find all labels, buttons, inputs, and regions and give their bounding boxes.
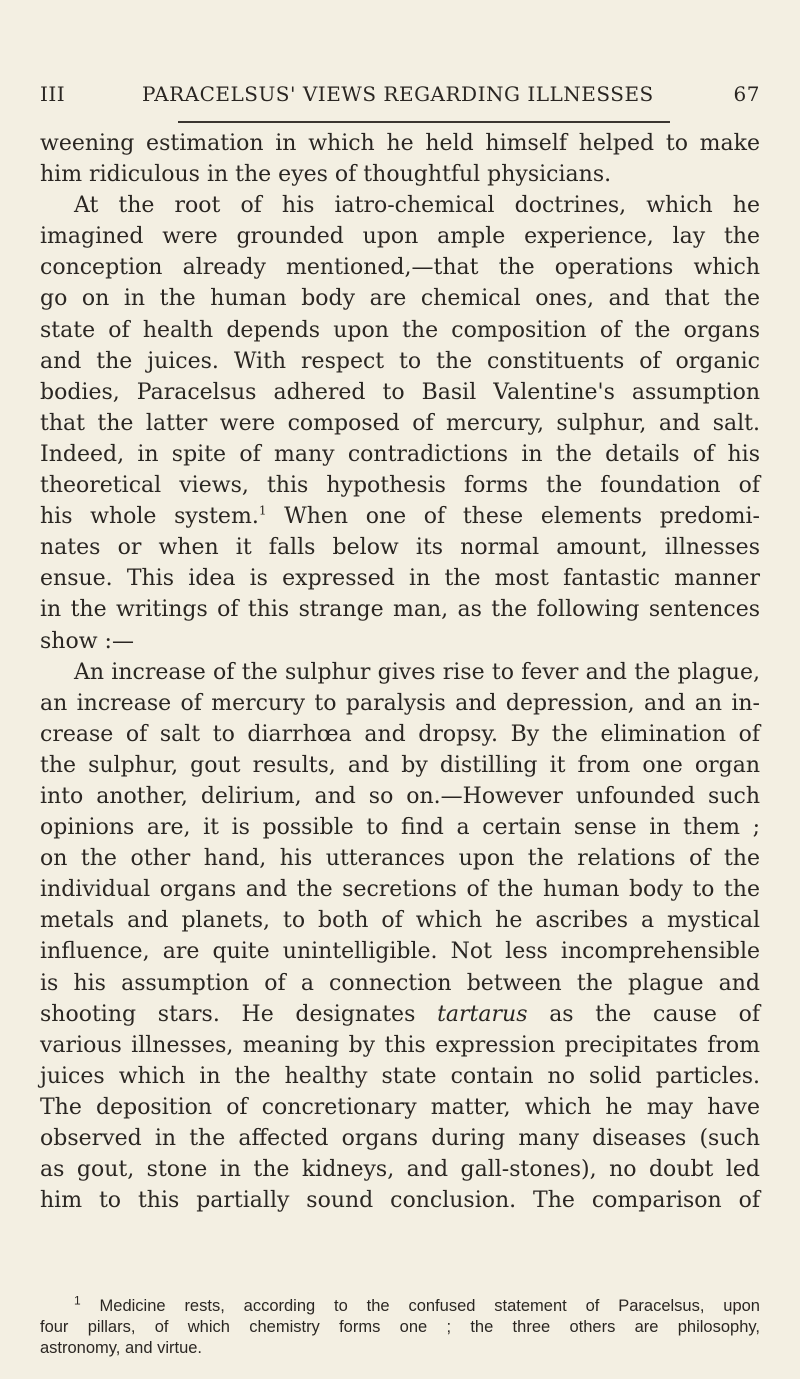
text-line (40, 501, 760, 532)
text-line: individual organs and the secretions of the human body to the (40, 877, 760, 903)
text-fragment: shooting stars. He designates (40, 1001, 416, 1027)
text-line: him to this partially sound conclusion. The comparison of (40, 1188, 760, 1214)
text-line: observed in the affected organs during many diseases (such (40, 1126, 760, 1151)
text-line: on the other hand, his utterances upon the relations of the (40, 846, 760, 872)
footnote-marker: 1 (74, 1293, 81, 1308)
text-fragment: When one of these elements predomi- (284, 504, 760, 530)
header-rule (178, 121, 670, 123)
text-line: metals and planets, to both of which he ascribes a mystical (40, 908, 760, 934)
text-fragment: Medicine rests, according to the confused statement of Paracelsus, upon (99, 1297, 760, 1315)
footnote-ref: 1 (258, 503, 267, 518)
text-line: weening estimation in which he held himself helped to make (40, 131, 760, 156)
text-line: that the latter were composed of mercury, sulphur, and salt. (40, 410, 760, 436)
text-line: is his assumption of a connection between the plague and (40, 970, 760, 996)
page-number: 67 (733, 82, 760, 106)
text-line: At the root of his iatro-chemical doctrines, which he (74, 193, 760, 219)
text-line: him ridiculous in the eyes of thoughtful physicians. (40, 162, 612, 188)
text-line: the sulphur, gout results, and by distilling it from one organ (40, 752, 760, 778)
text-line: opinions are, it is possible to find a certain sense in them ; (40, 815, 760, 841)
text-line: juices which in the healthy state contain no solid particles. (40, 1063, 760, 1089)
text-line: ensue. This idea is expressed in the most fantastic manner (40, 566, 760, 592)
running-title: PARACELSUS' VIEWS REGARDING ILLNESSES (142, 82, 654, 106)
text-line: influence, are quite unintelligible. Not less incomprehensible (40, 939, 760, 965)
footnote-line: astronomy, and virtue. (40, 1339, 203, 1357)
text-fragment: as the cause of (549, 1001, 761, 1027)
text-line: in the writings of this strange man, as the following sentences (40, 597, 760, 623)
italic-term: tartarus (437, 1001, 528, 1027)
chapter-number: III (40, 82, 66, 106)
text-line: imagined were grounded upon ample experience, lay the (40, 224, 760, 250)
text-line: An increase of the sulphur gives rise to fever and the plague, (74, 659, 760, 685)
running-header (40, 82, 760, 110)
text-line: as gout, stone in the kidneys, and gall-stones), no doubt led (40, 1157, 760, 1183)
text-line: an increase of mercury to paralysis and depression, and an in- (40, 690, 760, 716)
text-fragment: his whole system. (40, 504, 259, 530)
text-line: into another, delirium, and so on.—However unfounded such (40, 783, 760, 809)
text-line: conception already mentioned,—that the operations which (40, 255, 760, 281)
text-line: go on in the human body are chemical ones, and that the (40, 286, 760, 312)
text-line: crease of salt to diarrhœa and dropsy. By the elimination of (40, 721, 760, 747)
footnote-line (40, 1293, 760, 1317)
text-line: show :— (40, 628, 134, 654)
text-line: and the juices. With respect to the constituents of organic (40, 348, 760, 374)
footnote (40, 1293, 760, 1359)
text-line: state of health depends upon the composition of the organs (40, 317, 760, 343)
text-line: nates or when it falls below its normal amount, illnesses (40, 535, 760, 561)
text-line: various illnesses, meaning by this expression precipitates from (40, 1032, 760, 1058)
footnote-line: four pillars, of which chemistry forms one ; the three others are philosophy, (40, 1318, 760, 1336)
text-line: bodies, Paracelsus adhered to Basil Valentine's assumption (40, 379, 760, 405)
text-line (40, 999, 760, 1030)
body-text (40, 128, 760, 1216)
text-line: theoretical views, this hypothesis forms the foundation of (40, 473, 760, 499)
text-line: Indeed, in spite of many contradictions in the details of his (40, 441, 760, 467)
text-line: The deposition of concretionary matter, which he may have (40, 1094, 760, 1120)
